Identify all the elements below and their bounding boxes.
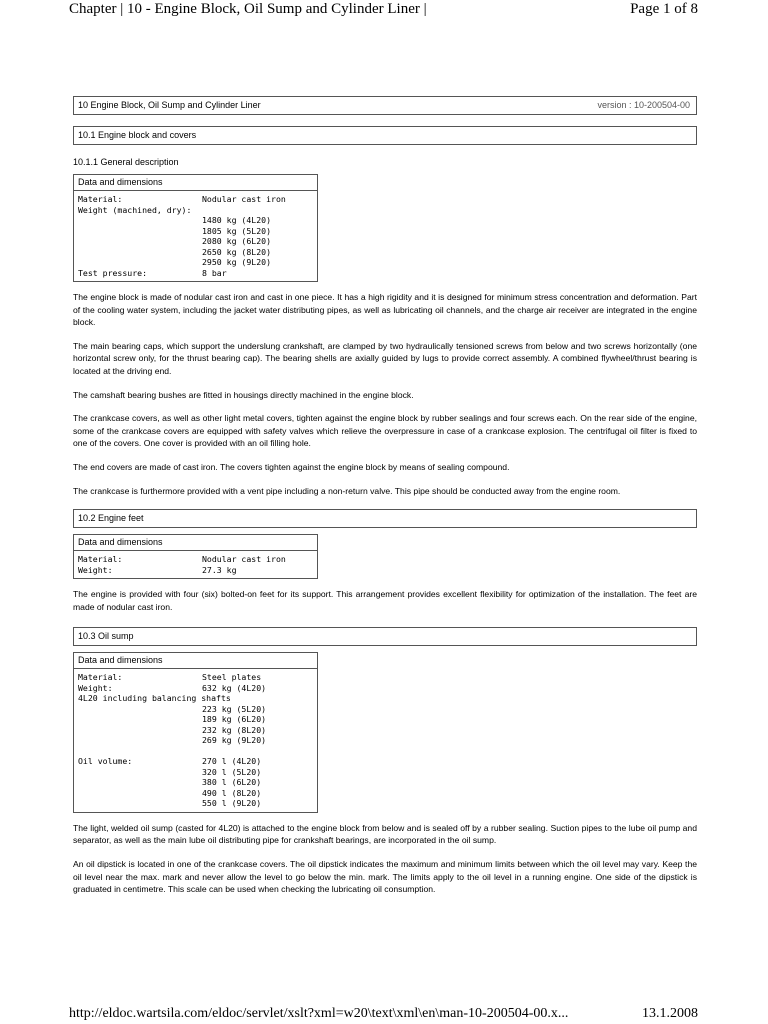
table-row (78, 268, 317, 279)
row-label (78, 236, 202, 247)
table-row (78, 205, 317, 216)
row-label (78, 767, 202, 778)
row-value: 2650 kg (8L20) (202, 246, 272, 257)
paragraph: The crankcase covers, as well as other light metal covers, tighten against the engine block by rubber sealings and four screws each. On the rear side of the engine, some of the crankcase covers are equipped with safety valves which relieve the overpressure in case of a crankcase explosion. The centrifugal oil filter is fixed to one of the covers. One cover is provided with an oil filling hole. (73, 413, 697, 449)
row-value: Nodular cast iron (202, 554, 286, 565)
row-label: 4L20 including balancing shafts (78, 693, 231, 704)
row-value (191, 205, 317, 216)
document-title: 10 Engine Block, Oil Sump and Cylinder Liner (78, 100, 261, 110)
table-row (78, 714, 317, 725)
table-row (78, 788, 317, 799)
row-label: Weight: (78, 682, 113, 693)
footer-url: http://eldoc.wartsila.com/eldoc/servlet/xslt?xml=w20\text\xml\en\man-10-200504-00.x... (69, 1006, 569, 1021)
paragraph: The light, welded oil sump (casted for 4L20) is attached to the engine block from below and is sealed off by a rubber sealing. Suction pipes to the lube oil pump and separator, as well as the main lube oil distributing pipe for crankshaft bearings, are incorporated in the oil sump. (73, 822, 697, 846)
section-paragraphs-engine-block (73, 291, 697, 497)
row-value: 2950 kg (9L20) (202, 257, 272, 267)
row-label (78, 704, 202, 715)
row-value: 632 kg (4L20) (202, 682, 267, 693)
row-value: 380 l (6L20) (202, 777, 262, 788)
row-value: 223 kg (5L20) (202, 703, 267, 714)
row-label: Weight: (78, 564, 113, 575)
table-row (78, 704, 317, 715)
data-dimensions-title: Data and dimensions (73, 174, 318, 191)
table-row (78, 756, 317, 767)
table-row (78, 683, 317, 694)
page-number: Page 1 of 8 (630, 1, 698, 17)
row-value: Nodular cast iron (202, 194, 286, 204)
row-label (78, 746, 202, 757)
row-label (78, 247, 202, 258)
paragraph: The engine block is made of nodular cast iron and cast in one piece. It has a high rigidity and it is designed for minimum stress concentration and deformation. Part of the cooling water system, including the jacket water distributing pipes, as well as lubricating oil channels, and the charge air receiver are integrated in the engine block. (73, 292, 697, 328)
row-value: 27.3 kg (202, 564, 237, 575)
table-row (78, 215, 317, 226)
table-row (78, 672, 317, 683)
row-label (78, 226, 202, 237)
table-row (78, 257, 317, 268)
data-dimensions-title: Data and dimensions (73, 652, 318, 669)
document-version: version : 10-200504-00 (597, 100, 690, 110)
row-label: Material: (78, 672, 123, 683)
row-value: 320 l (5L20) (202, 766, 262, 777)
row-label (78, 777, 202, 788)
section-heading-engine-block: 10.1 Engine block and covers (73, 126, 697, 145)
row-label (78, 215, 202, 226)
data-dimensions-title: Data and dimensions (73, 534, 318, 551)
row-label: Material: (78, 554, 123, 565)
row-value: 550 l (9L20) (202, 798, 262, 809)
row-value: 8 bar (202, 267, 227, 278)
table-row (78, 693, 317, 704)
row-value: 232 kg (8L20) (202, 724, 267, 735)
row-value: 2080 kg (6L20) (202, 236, 272, 246)
table-row (78, 798, 317, 809)
row-value: 1805 kg (5L20) (202, 225, 272, 236)
table-row (78, 194, 317, 205)
row-value: 189 kg (6L20) (202, 714, 267, 725)
paragraph: The engine is provided with four (six) bolted-on feet for its support. This arrangement provides excellent flexibility for optimization of the installation. The feet are made of nodular cast iron. (73, 589, 697, 612)
table-row (78, 554, 317, 565)
document-title-box (73, 96, 697, 115)
table-row (78, 236, 317, 247)
section-heading-engine-feet: 10.2 Engine feet (73, 509, 697, 528)
row-label: Material: (78, 194, 123, 204)
table-row (78, 735, 317, 746)
table-row (78, 725, 317, 736)
table-row (78, 746, 317, 757)
section-paragraphs-engine-feet (73, 588, 697, 613)
paragraph: The crankcase is furthermore provided with a vent pipe including a non-return valve. This pipe should be conducted away from the engine room. (73, 485, 621, 496)
page-header (0, 0, 768, 22)
row-label: Test pressure: (78, 267, 148, 278)
row-label (78, 725, 202, 736)
row-value: Steel plates (202, 672, 262, 683)
data-table-engine-block (73, 191, 318, 282)
paragraph: An oil dipstick is located in one of the crankcase covers. The oil dipstick indicates the maximum and minimum limits between which the oil level may vary. Keep the oil level near the max. mark and never allow the level to go below the min. mark. The limits apply to the oil level in a running engine. One side of the dipstick is graduated in centimetre. This scale can be used when checking the lubricating oil consumption. (73, 859, 697, 895)
section-heading-oil-sump: 10.3 Oil sump (73, 627, 697, 646)
document-body (73, 96, 697, 907)
paragraph: The camshaft bearing bushes are fitted in housings directly machined in the engine block. (73, 389, 414, 400)
table-row (78, 767, 317, 778)
section-paragraphs-oil-sump (73, 822, 697, 896)
table-row (78, 247, 317, 258)
row-label: Oil volume: (78, 756, 133, 767)
data-table-engine-feet (73, 551, 318, 579)
subsection-heading-general-description: 10.1.1 General description (73, 157, 179, 167)
row-label (78, 257, 202, 268)
table-row (78, 777, 317, 788)
footer-date: 13.1.2008 (642, 1006, 698, 1021)
row-label (78, 735, 202, 746)
row-label (78, 798, 202, 809)
row-value: 270 l (4L20) (202, 756, 262, 767)
row-value (202, 746, 317, 757)
table-row (78, 226, 317, 237)
row-value (231, 693, 317, 704)
page-footer (0, 1006, 768, 1024)
row-label (78, 788, 202, 799)
row-value: 269 kg (9L20) (202, 735, 267, 746)
row-value: 1480 kg (4L20) (202, 215, 272, 225)
table-row (78, 565, 317, 576)
row-label: Weight (machined, dry): (78, 204, 192, 215)
data-table-oil-sump (73, 669, 318, 813)
header-title: Chapter | 10 - Engine Block, Oil Sump and Cylinder Liner | (69, 1, 427, 17)
row-value: 490 l (8L20) (202, 787, 262, 798)
paragraph: The main bearing caps, which support the underslung crankshaft, are clamped by two hydraulically tensioned screws from below and two screws horizontally (one horizontal screw only, for the thrust bearing cap). The bearing shells are axially guided by lugs to provide correct assembly. A combined flywheel/thrust bearing is located at the driving end. (73, 340, 697, 376)
paragraph: The end covers are made of cast iron. The covers tighten against the engine block by means of sealing compound. (73, 461, 510, 472)
row-label (78, 714, 202, 725)
